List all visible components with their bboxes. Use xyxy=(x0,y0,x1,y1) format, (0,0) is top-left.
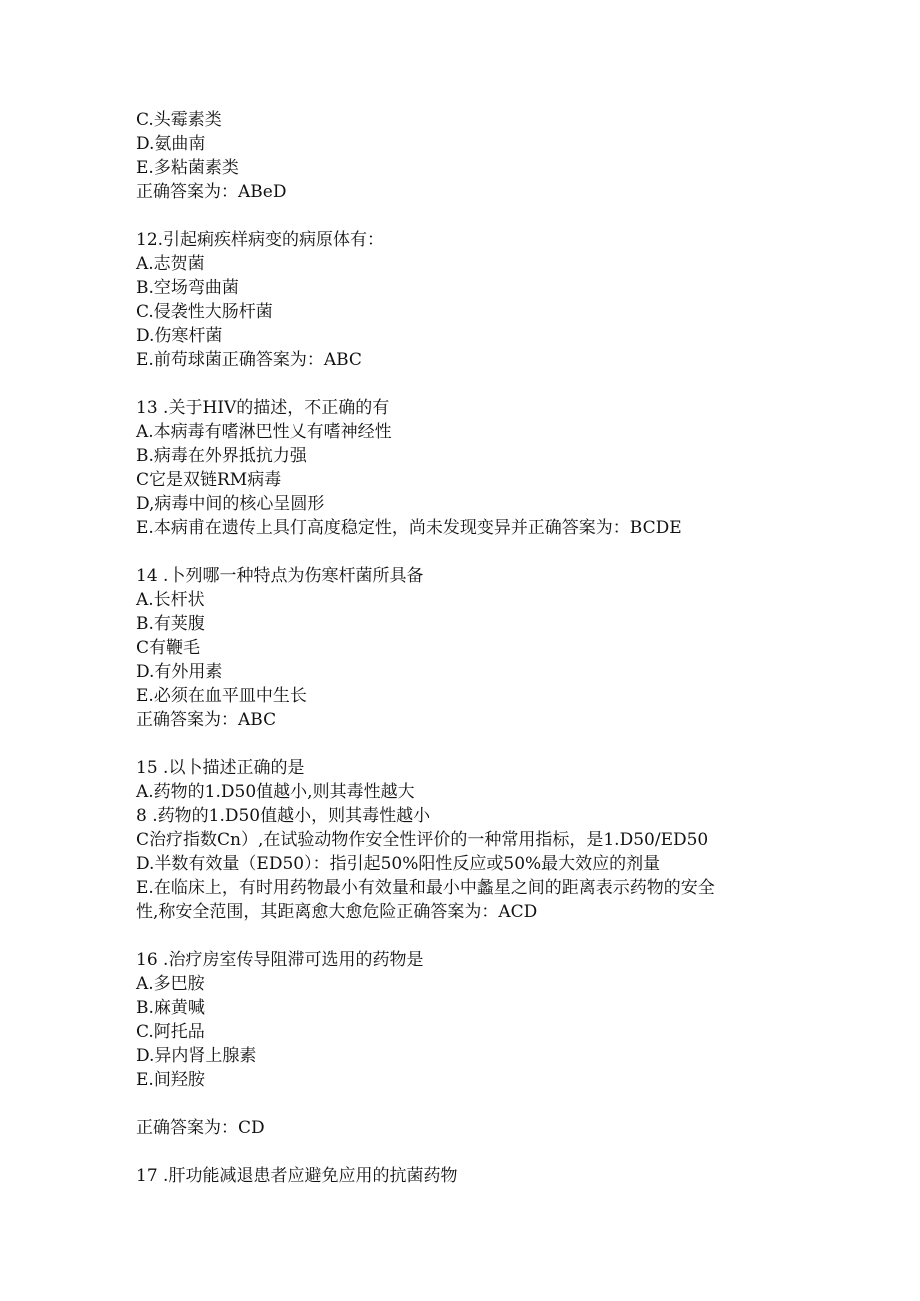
question-line: 16 .治疗房室传导阻滞可选用的药物是 xyxy=(136,950,424,970)
answer-line: 正确答案为：ABC xyxy=(136,710,277,730)
option-line: E.必须在血平皿中生长 xyxy=(136,686,307,706)
option-line: D.氨曲南 xyxy=(136,134,206,154)
option-line: A.长杆状 xyxy=(136,590,205,610)
option-line: C治疗指数Cn）,在试验动物作安全性评价的一种常用指标，是1.D50/ED50 xyxy=(136,830,709,850)
option-line: C有鞭毛 xyxy=(136,638,201,658)
option-line: E.间羟胺 xyxy=(136,1070,205,1090)
option-line: D.半数有效量（ED50）：指引起50%阳性反应或50%最大效应的剂量 xyxy=(136,854,661,874)
option-line: A.志贺菌 xyxy=(136,254,205,274)
question-line: 13 .关于HIV的描述，不正确的有 xyxy=(136,398,390,418)
spacer xyxy=(136,540,786,564)
spacer xyxy=(136,204,786,228)
spacer xyxy=(136,372,786,396)
option-line: C它是双链RM病毒 xyxy=(136,470,282,490)
option-line: A.药物的1.D50值越小,则其毒性越大 xyxy=(136,782,415,802)
option-line: C.阿托品 xyxy=(136,1022,205,1042)
spacer xyxy=(136,732,786,756)
option-line: B.麻黄喊 xyxy=(136,998,205,1018)
option-line: A.本病毒有嗜淋巴性乂有嗜神经性 xyxy=(136,422,392,442)
option-line: C.头霉素类 xyxy=(136,110,222,130)
answer-line: 正确答案为：ABeD xyxy=(136,182,287,202)
spacer xyxy=(136,924,786,948)
answer-line: 正确答案为：CD xyxy=(136,1118,265,1138)
option-line: D.有外用素 xyxy=(136,662,223,682)
option-line: A.多巴胺 xyxy=(136,974,205,994)
option-answer-line: 性,称安全范围，其距离愈大愈危险正确答案为：ACD xyxy=(136,902,538,922)
option-line: B.有荚腹 xyxy=(136,614,205,634)
option-line: D,病毒中间的核心呈圆形 xyxy=(136,494,325,514)
option-line: 8 .药物的1.D50值越小，则其毒性越小 xyxy=(136,806,431,826)
option-line: C.侵袭性大肠杆菌 xyxy=(136,302,273,322)
document-body xyxy=(136,108,786,1188)
spacer xyxy=(136,1092,786,1116)
question-line: 17 .肝功能减退患者应避免应用的抗菌药物 xyxy=(136,1166,458,1186)
option-line: D.异内肾上腺素 xyxy=(136,1046,257,1066)
spacer xyxy=(136,1140,786,1164)
question-line: 12.引起痢疾样病变的病原体有： xyxy=(136,230,385,250)
option-answer-line: E.前苟球菌正确答案为：ABC xyxy=(136,350,362,370)
option-line: E.在临床上，有时用药物最小有效量和最小中蠡星之间的距离表示药物的安全 xyxy=(136,878,715,898)
option-answer-line: E.本病甫在遗传上具仃高度稳定性，尚未发现变异并正确答案为：BCDE xyxy=(136,518,682,538)
option-line: B.病毒在外界抵抗力强 xyxy=(136,446,307,466)
question-line: 15 .以卜描述正确的是 xyxy=(136,758,305,778)
option-line: B.空场弯曲菌 xyxy=(136,278,239,298)
question-line: 14 .卜列哪一种特点为伤寒杆菌所具备 xyxy=(136,566,424,586)
option-line: E.多粘菌素类 xyxy=(136,158,239,178)
option-line: D.伤寒杆菌 xyxy=(136,326,223,346)
